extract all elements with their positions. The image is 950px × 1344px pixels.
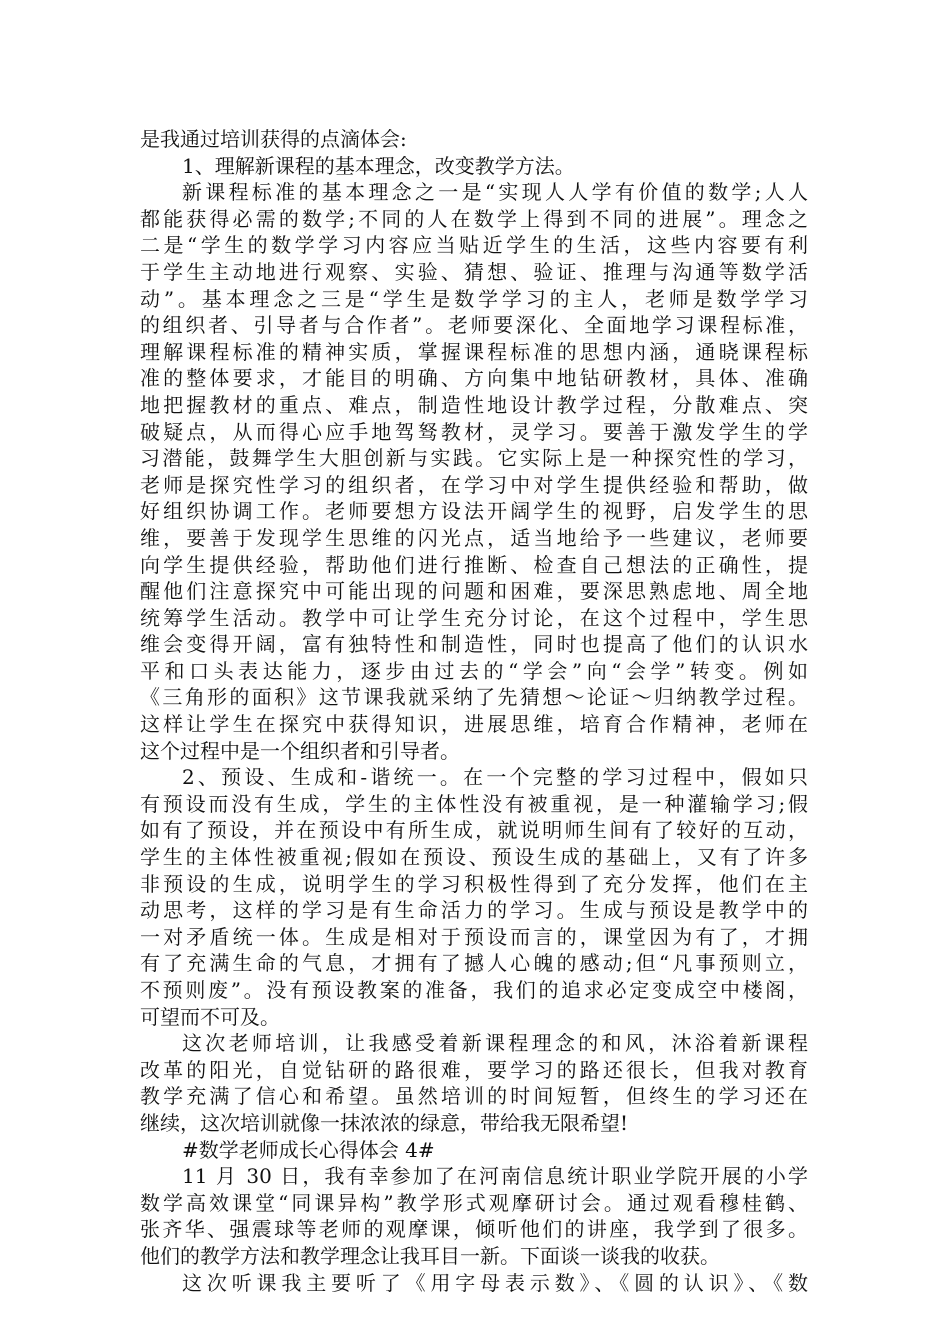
text-line: 这个过程中是一个组织者和引导者。 <box>140 738 460 763</box>
text-line: 向学生提供经验，帮助他们进行推断、检查自己想法的正确性，提 <box>140 552 808 577</box>
text-line: 这次听课我主要听了《用字母表示数》、《圆的认识》、《数 <box>182 1270 808 1295</box>
text-line: 醒他们注意探究中可能出现的问题和困难，要深思熟虑地、周全地 <box>140 579 808 604</box>
text-line: 改革的阳光，自觉钻研的路很难，要学习的路还很长，但我对教育 <box>140 1057 808 1082</box>
text-line: 有预设而没有生成，学生的主体性没有被重视，是一种灌输学习;假 <box>140 791 808 816</box>
text-line: 数学高效课堂“同课异构”教学形式观摩研讨会。通过观看穆桂鹤、 <box>140 1190 808 1215</box>
text-line: 破疑点，从而得心应手地驾驽教材，灵学习。要善于激发学生的学 <box>140 419 808 444</box>
text-line: 平和口头表达能力，逐步由过去的“学会”向“会学”转变。例如 <box>140 658 808 683</box>
document-body <box>140 126 808 1296</box>
text-line: 他们的教学方法和教学理念让我耳目一新。下面谈一谈我的收获。 <box>140 1243 720 1268</box>
text-line: 动思考，这样的学习是有生命活力的学习。生成与预设是教学中的 <box>140 898 808 923</box>
text-line: 不预则废”。没有预设教案的准备，我们的追求必定变成空中楼阁， <box>140 978 808 1002</box>
text-line: 理解课程标准的精神实质，掌握课程标准的思想内涵，通晓课程标 <box>140 339 808 364</box>
text-line: 习潜能，鼓舞学生大胆创新与实践。它实际上是一种探究性的学习， <box>140 446 808 471</box>
text-line: 老师是探究性学习的组织者，在学习中对学生提供经验和帮助，做 <box>140 472 808 497</box>
text-line: 教学充满了信心和希望。虽然培训的时间短暂，但终生的学习还在 <box>140 1084 808 1109</box>
text-line: 学生的主体性被重视;假如在预设、预设生成的基础上，又有了许多 <box>140 845 808 870</box>
text-line: 是我通过培训获得的点滴体会: <box>140 127 407 151</box>
text-line: 2、预设、生成和-谐统一。在一个完整的学习过程中，假如只 <box>182 765 808 790</box>
text-line: 这次老师培训，让我感受着新课程理念的和风，沐浴着新课程 <box>182 1031 808 1056</box>
text-line: 新课程标准的基本理念之一是“实现人人学有价值的数学;人人 <box>182 180 808 205</box>
text-line: 非预设的生成，说明学生的学习积极性得到了充分发挥，他们在主 <box>140 871 808 896</box>
text-line: 维会变得开阔，富有独特性和制造性，同时也提高了他们的认识水 <box>140 632 808 657</box>
text-line: 维，要善于发现学生思维的闪光点，适当地给予一些建议，老师要 <box>140 525 808 550</box>
text-line: #数学老师成长心得体会 4# <box>182 1137 435 1162</box>
text-line: 1、理解新课程的基本理念，改变教学方法。 <box>182 153 575 178</box>
text-line: 二是“学生的数学学习内容应当贴近学生的生活，这些内容要有利 <box>140 233 808 258</box>
text-line: 如有了预设，并在预设中有所生成，就说明师生间有了较好的互动， <box>140 818 808 843</box>
text-line: 这样让学生在探究中获得知识，进展思维，培育合作精神，老师在 <box>140 712 808 737</box>
text-line: 继续，这次培训就像一抹浓浓的绿意，带给我无限希望! <box>140 1110 629 1135</box>
text-line: 都能获得必需的数学;不同的人在数学上得到不同的进展”。理念之 <box>140 206 808 231</box>
text-line: 地把握教材的重点、难点，制造性地设计教学过程，分散难点、突 <box>140 392 808 417</box>
text-line: 11 月 30 日，我有幸参加了在河南信息统计职业学院开展的小学 <box>182 1164 808 1189</box>
text-line: 动”。基本理念之三是“学生是数学学习的主人，老师是数学学习 <box>140 286 808 311</box>
text-line: 准的整体要求，才能目的明确、方向集中地钻研教材，具体、准确 <box>140 366 808 391</box>
text-line: 好组织协调工作。老师要想方设法开阔学生的视野，启发学生的思 <box>140 499 808 524</box>
text-line: 可望而不可及。 <box>140 1004 280 1029</box>
text-line: 一对矛盾统一体。生成是相对于预设而言的，课堂因为有了，才拥 <box>140 924 808 949</box>
text-line: 《三角形的面积》这节课我就采纳了先猜想～论证～归纳教学过程。 <box>140 685 808 710</box>
text-line: 统筹学生活动。教学中可让学生充分讨论，在这个过程中，学生思 <box>140 605 808 630</box>
text-line: 有了充满生命的气息，才拥有了撼人心魄的感动;但“凡事预则立， <box>140 951 808 976</box>
text-line: 张齐华、强震球等老师的观摩课，倾听他们的讲座，我学到了很多。 <box>140 1217 808 1242</box>
text-line: 于学生主动地进行观察、实验、猜想、验证、推理与沟通等数学活 <box>140 259 808 284</box>
text-line: 的组织者、引导者与合作者”。老师要深化、全面地学习课程标准， <box>140 313 808 338</box>
